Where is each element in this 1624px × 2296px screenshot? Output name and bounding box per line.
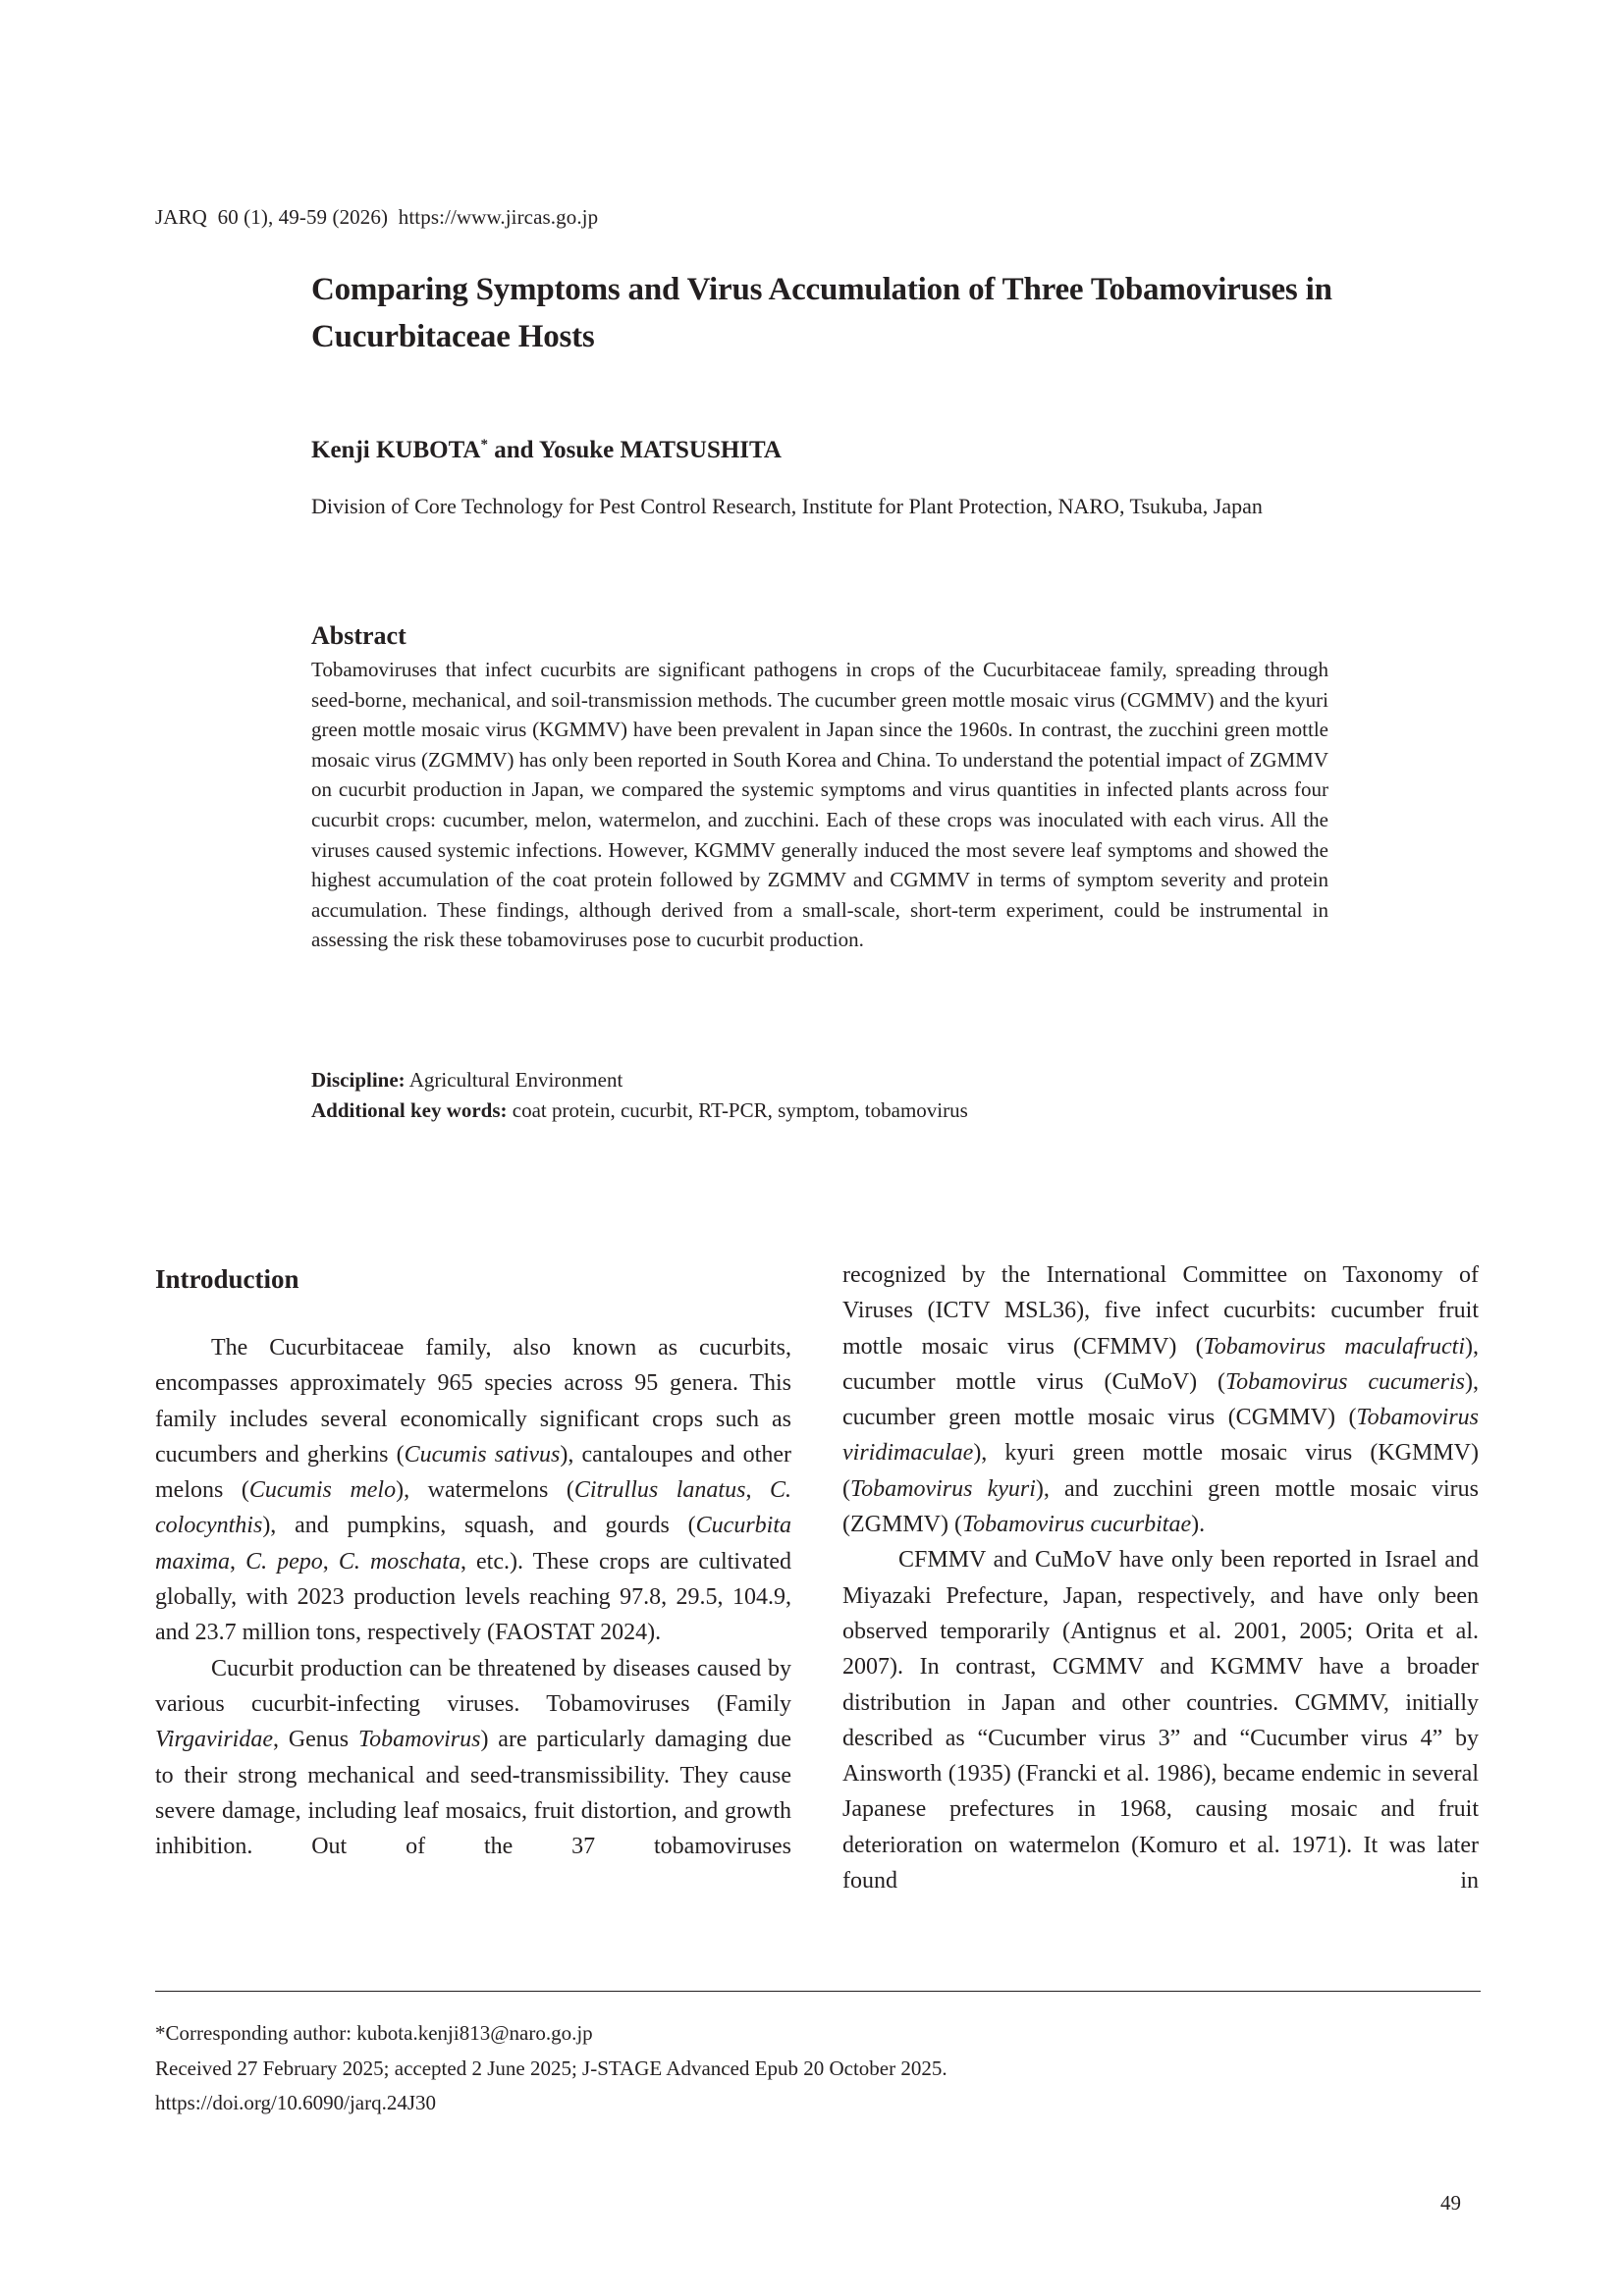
taxon-name: Tobamovirus — [357, 1727, 481, 1753]
text-run: ) are particularly damaging due to their strong mechanical and seed-transmissibility. They cause severe damage, including leaf mosaics, fruit distortion, and growth inhibition. Out of the 37 tobamoviruses — [155, 1727, 791, 1860]
author-name: Yosuke MATSUSHITA — [538, 437, 782, 463]
body-column-right — [842, 1257, 1479, 1898]
discipline-label: Discipline: — [311, 1068, 406, 1092]
author-list — [311, 437, 782, 464]
text-run: ). — [1191, 1512, 1206, 1538]
text-run: ), and zucchini green mottle mosaic virus (ZGMMV) ( — [842, 1475, 1479, 1538]
text-run: Cucurbit production can be threatened by diseases caused by various cucurbit-infecting viruses. Tobamoviruses (Family — [155, 1655, 791, 1717]
journal-citation: JARQ 60 (1), 49-59 (2026) https://www.jircas.go.jp — [155, 205, 599, 229]
text-run: ), watermelons ( — [396, 1477, 574, 1504]
doi-link[interactable]: https://doi.org/10.6090/jarq.24J30 — [155, 2091, 437, 2114]
body-column-left — [155, 1261, 791, 1864]
keywords-block — [311, 1065, 968, 1125]
text-run: recognized by the International Committee on Taxonomy of Viruses (ICTV MSL36), five infect cucurbits: cucumber fruit mottle mosaic virus (CFMMV) ( — [842, 1262, 1479, 1360]
section-heading-introduction: Introduction — [155, 1264, 299, 1294]
species-name: Tobamovirus maculafructi — [1203, 1333, 1465, 1360]
text-run: ), cucumber mottle virus (CuMoV) ( — [842, 1333, 1479, 1395]
text-run: , Genus — [272, 1727, 358, 1753]
species-name: Tobamovirus viridimaculae — [842, 1405, 1479, 1467]
footnote-divider — [155, 1991, 1481, 1992]
species-name: Cucumis melo — [248, 1477, 397, 1504]
abstract-heading: Abstract — [311, 621, 406, 650]
species-name: Citrullus lanatus — [573, 1477, 746, 1504]
intro-paragraph-2-part-1 — [155, 1651, 791, 1865]
species-name: Tobamovirus cucumeris — [1225, 1368, 1465, 1395]
additional-keywords-label: Additional key words: — [311, 1097, 508, 1122]
corresponding-author-mark: * — [480, 437, 488, 453]
species-name: C. pepo — [245, 1548, 323, 1575]
intro-paragraph-1 — [155, 1330, 791, 1651]
text-run: , — [745, 1477, 770, 1504]
discipline-value: Agricultural Environment — [405, 1068, 623, 1092]
footnotes — [155, 2016, 947, 2121]
author-name: Kenji KUBOTA — [311, 437, 481, 463]
species-name: Cucumis sativus — [404, 1441, 561, 1468]
discipline-line — [311, 1065, 968, 1095]
species-name: C. moschata — [338, 1548, 460, 1575]
page-number: 49 — [1440, 2191, 1461, 2215]
text-run: ), cantaloupes and other melons ( — [155, 1441, 791, 1504]
corresponding-author-note: *Corresponding author: kubota.kenji813@naro.go.jp — [155, 2021, 593, 2045]
additional-keywords-line — [311, 1095, 968, 1126]
abstract-text: Tobamoviruses that infect cucurbits are significant pathogens in crops of the Cucurbitaceae family, spreading through seed-borne, mechanical, and soil-transmission methods. The cucumber green mottle mosaic virus (CGMMV) and the kyuri green mottle mosaic virus (KGMMV) have been prevalent in Japan since the 1960s. In contrast, the zucchini green mottle mosaic virus (ZGMMV) has only been reported in South Korea and China. To understand the potential impact of ZGMMV on cucurbit production in Japan, we compared the systemic symptoms and virus quantities in infected plants across four cucurbit crops: cucumber, melon, watermelon, and zucchini. Each of these crops was inoculated with each virus. All the viruses caused systemic infections. However, KGMMV generally induced the most severe leaf symptoms and showed the highest accumulation of the coat protein followed by ZGMMV and CGMMV in terms of symptom severity and protein accumulation. These findings, although derived from a small-scale, short-term experiment, could be instrumental in assessing the risk these tobamoviruses pose to cucurbit production. — [311, 658, 1328, 952]
text-run: The Cucurbitaceae family, also known as cucurbits, encompasses approximately 965 species across 95 genera. This family includes several economically significant crops such as cucumbers and gherkins ( — [155, 1335, 791, 1468]
text-run: , — [322, 1548, 339, 1575]
taxon-name: Virgaviridae — [155, 1727, 273, 1753]
species-name: Tobamovirus cucurbitae — [961, 1512, 1192, 1538]
intro-paragraph-3: CFMMV and CuMoV have only been reported in Israel and Miyazaki Prefecture, Japan, respectively, and have only been observed temporarily (Antignus et al. 2001, 2005; Orita et al. 2007). In contrast, CGMMV and KGMMV have a broader distribution in Japan and other countries. CGMMV, initially described as “Cucumber virus 3” and “Cucumber virus 4” by Ainsworth (1935) (Francki et al. 1986), became endemic in several Japanese prefectures in 1968, causing mosaic and fruit deterioration on watermelon (Komuro et al. 1971). It was later found in — [842, 1547, 1479, 1895]
author-connector: and — [487, 437, 539, 463]
text-run: , — [229, 1548, 246, 1575]
text-run: , etc.). These crops are cultivated globally, with 2023 production levels reaching 97.8, 29.5, 104.9, and 23.7 million tons, respectively (FAOSTAT 2024). — [155, 1548, 792, 1646]
species-name: Tobamovirus kyuri — [850, 1475, 1036, 1502]
species-name: C. colocynthis — [155, 1477, 792, 1539]
affiliation: Division of Core Technology for Pest Control Research, Institute for Plant Protection, NARO, Tsukuba, Japan — [311, 494, 1263, 518]
additional-keywords-value: coat protein, cucurbit, RT-PCR, symptom, tobamovirus — [507, 1097, 968, 1122]
species-name: Cucurbita maxima — [155, 1513, 791, 1575]
article-title: Comparing Symptoms and Virus Accumulation of Three Tobamoviruses in Cucurbitaceae Hosts — [311, 272, 1332, 354]
intro-paragraph-2-part-2 — [842, 1257, 1479, 1542]
text-run: ), cucumber green mottle mosaic virus (CGMMV) ( — [842, 1368, 1479, 1431]
text-run: ), and pumpkins, squash, and gourds ( — [262, 1513, 696, 1539]
publication-history: Received 27 February 2025; accepted 2 June 2025; J-STAGE Advanced Epub 20 October 2025. — [155, 2056, 947, 2080]
text-run: ), kyuri green mottle mosaic virus (KGMMV) ( — [842, 1440, 1479, 1502]
